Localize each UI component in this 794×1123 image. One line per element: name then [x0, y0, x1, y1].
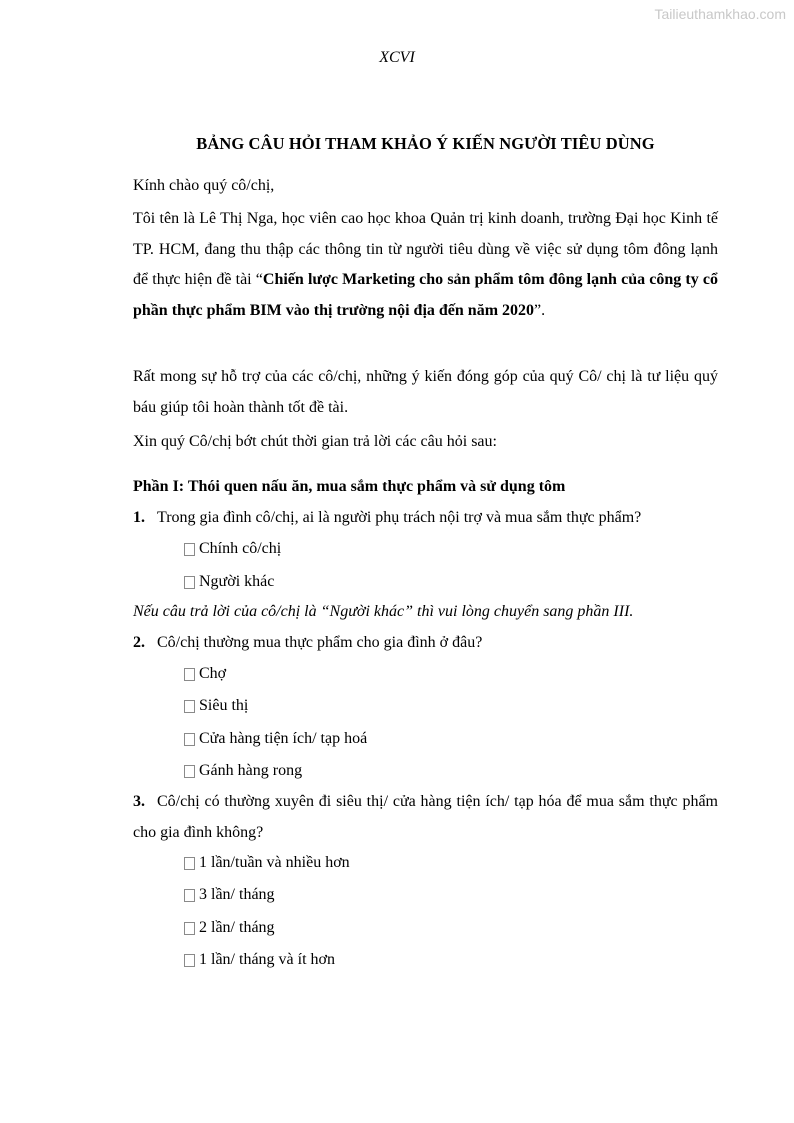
option-item[interactable] [184, 664, 226, 684]
option-label: Chợ [199, 665, 227, 682]
watermark: Tailieuthamkhao.com [654, 6, 786, 22]
option-item[interactable] [184, 696, 248, 716]
option-label: Cửa hàng tiện ích/ tạp hoá [199, 730, 368, 747]
checkbox-icon[interactable] [184, 733, 195, 746]
checkbox-icon[interactable] [184, 922, 195, 935]
question-number: 1. [133, 509, 145, 526]
option-item[interactable] [184, 761, 302, 781]
intro-text-start: Tôi tên là Lê Thị Nga, học viên cao học khoa Quản trị kinh doanh, trường Đại học Kinh tế TP. HCM, đang thu thập các thông tin từ người tiêu dùng về việc sử dụng tôm đông lạnh để thực hiện đề tài “ [133, 210, 718, 288]
option-label: 1 lần/ tháng và ít hơn [199, 951, 335, 968]
checkbox-icon[interactable] [184, 576, 195, 589]
checkbox-icon[interactable] [184, 668, 195, 681]
option-item[interactable] [184, 539, 281, 559]
option-label: Người khác [199, 573, 275, 590]
option-label: Gánh hàng rong [199, 762, 303, 779]
greeting-text: Kính chào quý cô/chị, [133, 177, 275, 194]
question-3 [133, 787, 718, 848]
option-item[interactable] [184, 918, 275, 938]
question-1 [133, 503, 718, 534]
section-heading: Phần I: Thói quen nấu ăn, mua sắm thực phẩm và sử dụng tôm [133, 478, 566, 495]
question-text: Cô/chị thường mua thực phẩm cho gia đình ở đâu? [157, 634, 483, 651]
option-label: Chính cô/chị [199, 540, 282, 557]
question-number: 3. [133, 793, 145, 810]
option-item[interactable] [184, 853, 350, 873]
instruction-paragraph [133, 427, 718, 458]
option-label: 3 lần/ tháng [199, 886, 275, 903]
option-item[interactable] [184, 885, 275, 905]
option-label: 1 lần/tuần và nhiều hơn [199, 854, 350, 871]
option-label: 2 lần/ tháng [199, 919, 275, 936]
question-text: Cô/chị có thường xuyên đi siêu thị/ cửa hàng tiện ích/ tạp hóa để mua sắm thực phẩm cho gia đình không? [133, 793, 718, 841]
request-text: Rất mong sự hỗ trợ của các cô/chị, những ý kiến đóng góp của quý Cô/ chị là tư liệu quý báu giúp tôi hoàn thành tốt đề tài. [133, 368, 718, 416]
request-paragraph [133, 362, 718, 423]
question-2 [133, 628, 718, 659]
instruction-text: Xin quý Cô/chị bớt chút thời gian trả lời các câu hỏi sau: [133, 433, 497, 450]
checkbox-icon[interactable] [184, 543, 195, 556]
checkbox-icon[interactable] [184, 700, 195, 713]
page-number: XCVI [379, 49, 415, 66]
option-item[interactable] [184, 950, 335, 970]
checkbox-icon[interactable] [184, 857, 195, 870]
checkbox-icon[interactable] [184, 765, 195, 778]
skip-note: Nếu câu trả lời của cô/chị là “Người khác” thì vui lòng chuyển sang phần III. [133, 603, 634, 620]
question-number: 2. [133, 634, 145, 651]
checkbox-icon[interactable] [184, 954, 195, 967]
question-text: Trong gia đình cô/chị, ai là người phụ trách nội trợ và mua sắm thực phẩm? [157, 509, 642, 526]
option-item[interactable] [184, 729, 367, 749]
option-label: Siêu thị [199, 697, 249, 714]
intro-paragraph [133, 204, 718, 326]
document-title: BẢNG CÂU HỎI THAM KHẢO Ý KIẾN NGƯỜI TIÊU DÙNG [196, 134, 655, 153]
intro-text-end: ”. [534, 301, 546, 319]
thesis-title: Chiến lược Marketing cho sản phẩm tôm đông lạnh của công ty cổ phần thực phẩm BIM vào thị trường nội địa đến năm 2020 [133, 271, 719, 319]
option-item[interactable] [184, 572, 274, 592]
greeting [133, 171, 718, 202]
checkbox-icon[interactable] [184, 889, 195, 902]
